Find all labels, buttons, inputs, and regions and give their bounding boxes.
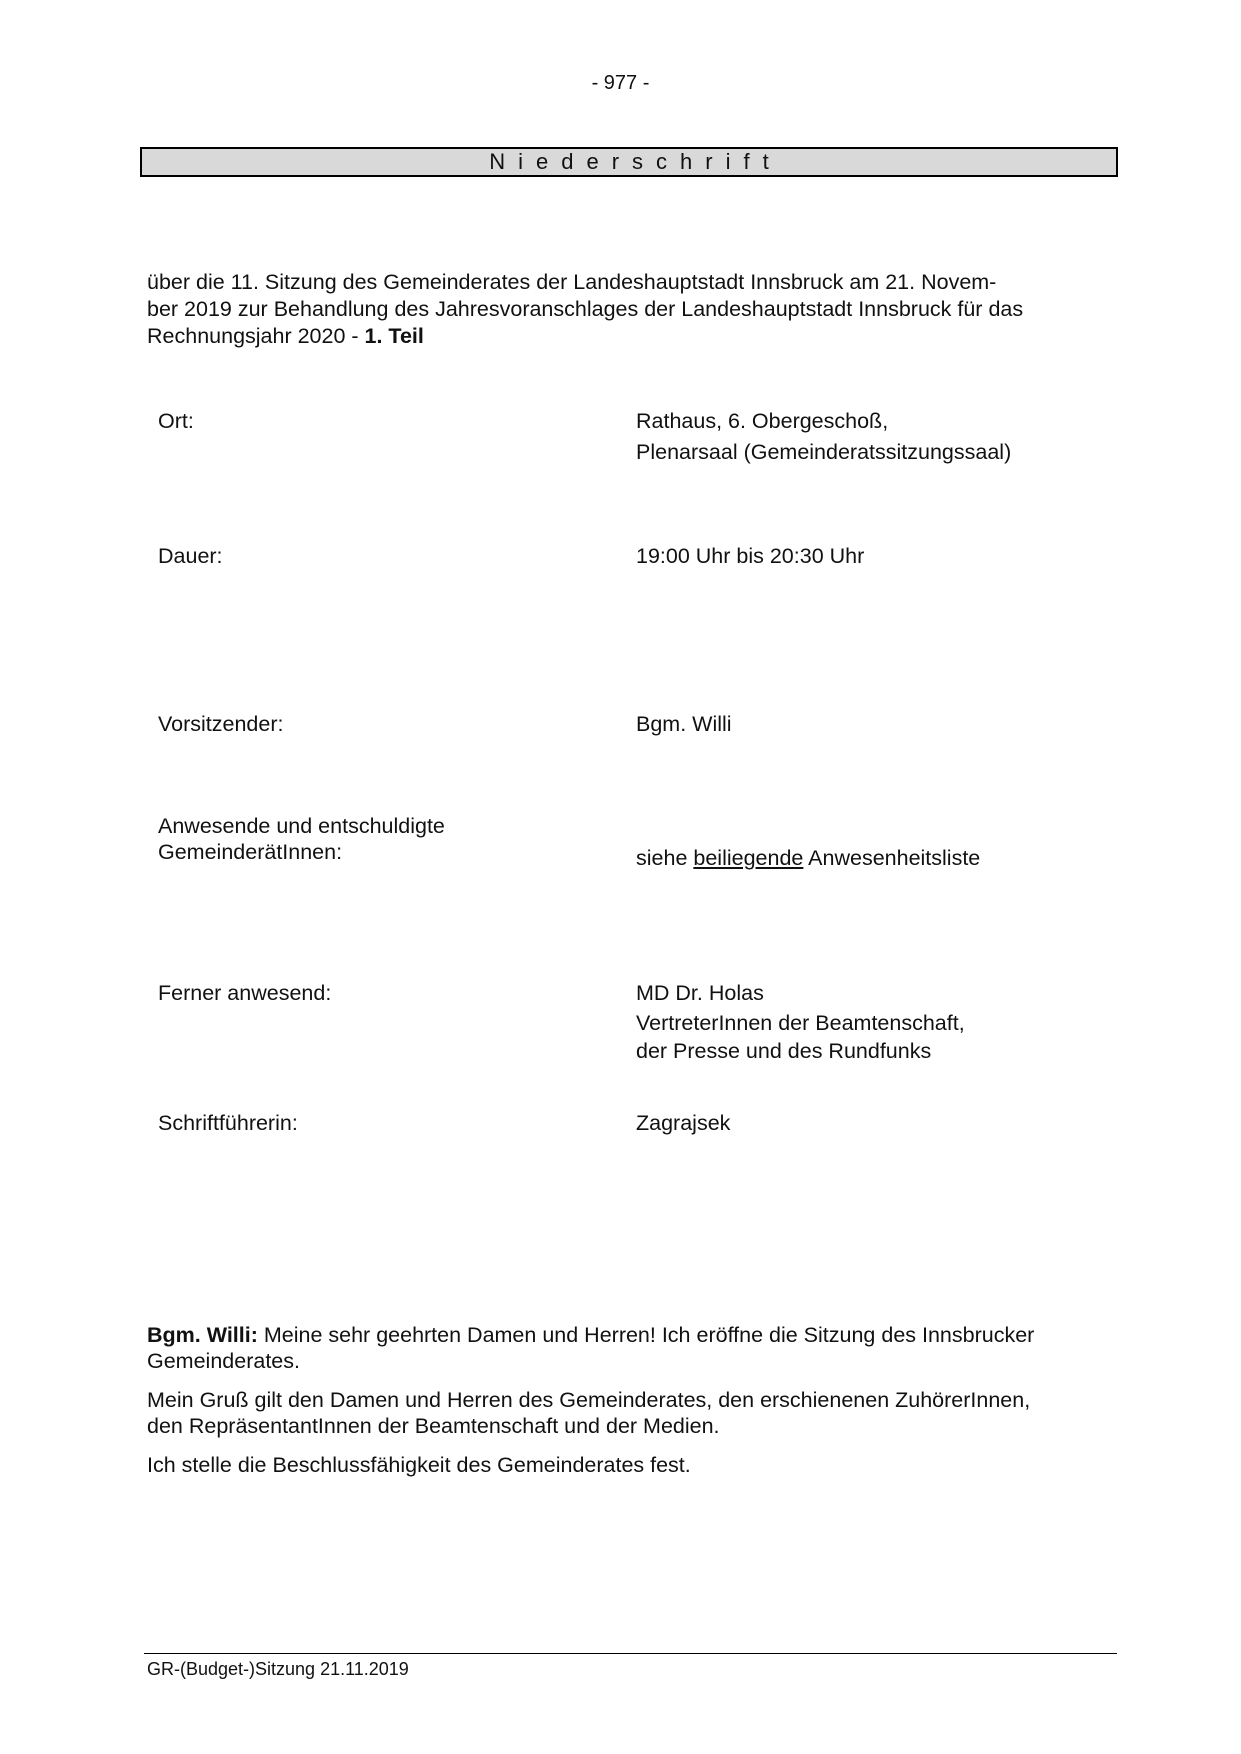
document-title-box	[140, 147, 1118, 177]
ferner-value-line-3: der Presse und des Rundfunks	[636, 1039, 932, 1063]
anwesend-label	[158, 813, 598, 865]
speech-p2-line-2: den RepräsentantInnen der Beamtenschaft und der Medien.	[147, 1414, 720, 1438]
dauer-label: Dauer:	[158, 544, 223, 568]
speech-paragraph-3: Ich stelle die Beschlussfähigkeit des Gemeinderates fest.	[147, 1453, 691, 1477]
intro-line-2: ber 2019 zur Behandlung des Jahresvoranschlages der Landeshauptstadt Innsbruck für das	[147, 297, 1024, 321]
anwesend-label-line-1: Anwesende und entschuldigte	[158, 814, 445, 838]
anwesend-value-suffix: Anwesenheitsliste	[803, 846, 981, 870]
schrift-label: Schriftführerin:	[158, 1111, 298, 1135]
speaker-name: Bgm. Willi:	[147, 1323, 258, 1347]
ort-label: Ort:	[158, 409, 194, 433]
speech-p1-line-2: Gemeinderates.	[147, 1349, 300, 1373]
schrift-value: Zagrajsek	[636, 1111, 731, 1135]
ferner-label: Ferner anwesend:	[158, 981, 332, 1005]
document-title: Niederschrift	[489, 149, 782, 174]
intro-paragraph	[147, 269, 1097, 350]
page-number: - 977 -	[591, 72, 650, 94]
speech-paragraph-1	[147, 1322, 1107, 1374]
vorsitz-value: Bgm. Willi	[636, 712, 732, 736]
ferner-value	[636, 978, 1116, 1065]
intro-part-label: 1. Teil	[364, 324, 424, 348]
speech-p2-line-1: Mein Gruß gilt den Damen und Herren des Gemeinderates, den erschienenen ZuhörerInnen,	[147, 1388, 1031, 1412]
intro-line-1: über die 11. Sitzung des Gemeinderates der Landeshauptstadt Innsbruck am 21. Novem-	[147, 270, 997, 294]
ferner-value-line-1: MD Dr. Holas	[636, 981, 764, 1005]
ort-value-line-2: Plenarsaal (Gemeinderatssitzungssaal)	[636, 440, 1012, 464]
footer-text: GR-(Budget-)Sitzung 21.11.2019	[147, 1659, 409, 1679]
ort-value	[636, 406, 1116, 468]
anwesend-value	[636, 843, 1116, 874]
anwesend-value-link: beiliegende	[693, 846, 804, 870]
ferner-value-line-2: VertreterInnen der Beamtenschaft,	[636, 1011, 965, 1035]
speech-paragraph-2	[147, 1387, 1107, 1439]
anwesend-value-prefix: siehe	[636, 846, 694, 870]
ort-value-line-1: Rathaus, 6. Obergeschoß,	[636, 409, 889, 433]
intro-line-3	[147, 323, 1097, 350]
speech-p1-text: Meine sehr geehrten Damen und Herren! Ich eröffne die Sitzung des Innsbrucker	[257, 1323, 1035, 1347]
dauer-value: 19:00 Uhr bis 20:30 Uhr	[636, 544, 865, 568]
vorsitz-label: Vorsitzender:	[158, 712, 284, 736]
intro-line-3-text: Rechnungsjahr 2020 -	[147, 324, 365, 348]
anwesend-label-line-2: GemeinderätInnen:	[158, 840, 343, 864]
footer-divider	[144, 1653, 1117, 1654]
speech-p1-line-1	[147, 1322, 1107, 1348]
